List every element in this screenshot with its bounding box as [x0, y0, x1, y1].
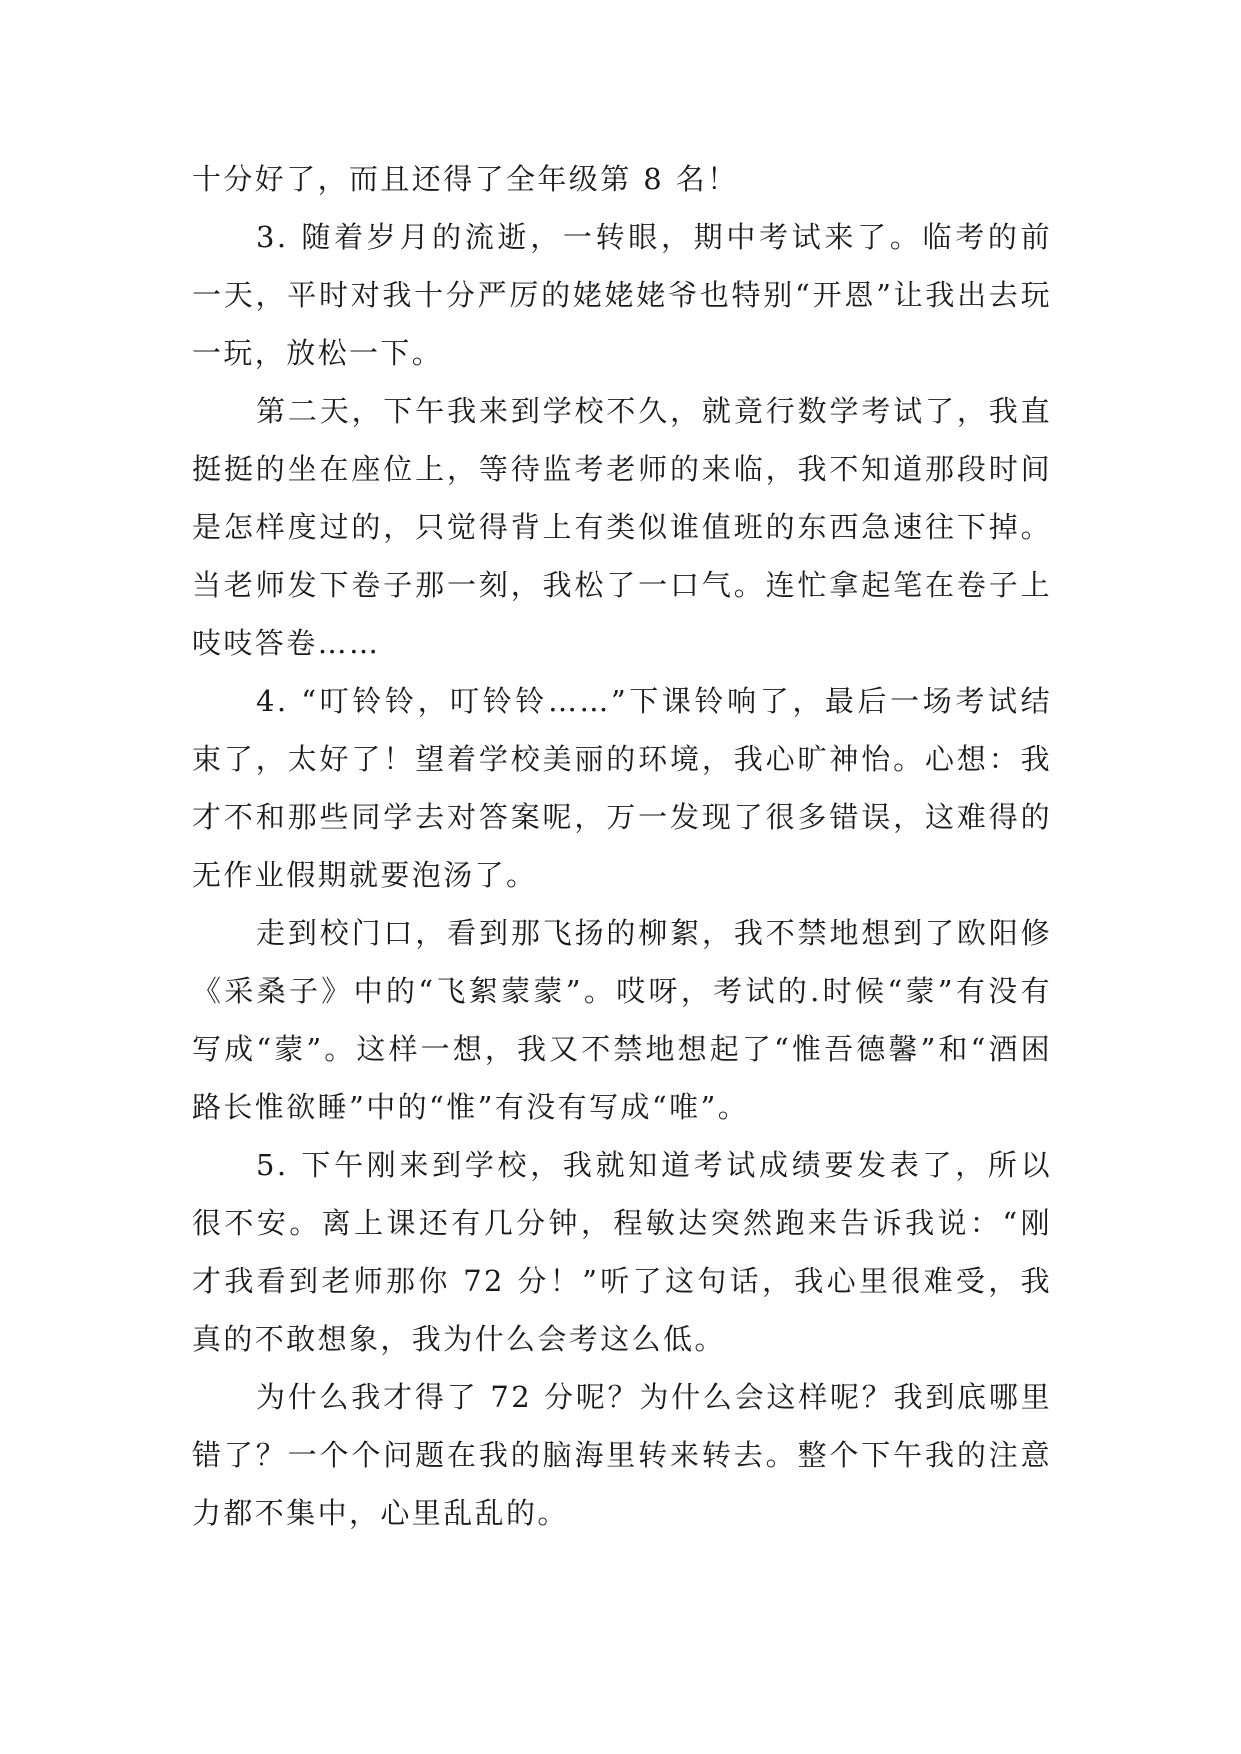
- paragraph-continuation: 十分好了，而且还得了全年级第 8 名！: [192, 162, 739, 196]
- paragraph-why-72: 为什么我才得了 72 分呢？为什么会这样呢？我到底哪里错了？一个个问题在我的脑海里转来转去。整个下午我的注意力都不集中，心里乱乱的。: [192, 1380, 1052, 1530]
- paragraph-second-day: 第二天，下午我来到学校不久，就竟行数学考试了，我直挺挺的坐在座位上，等待监考老师的来临，我不知道那段时间是怎样度过的，只觉得背上有类似谁值班的东西急速往下掉。当老师发下卷子那一刻，我松了一口气。连忙拿起笔在卷子上吱吱答卷……: [192, 394, 1052, 660]
- paragraph-3: 3. 随着岁月的流逝，一转眼，期中考试来了。临考的前一天，平时对我十分严厉的姥姥姥爷也特别“开恩”让我出去玩一玩，放松一下。: [192, 220, 1052, 370]
- paragraph-4: 4. “叮铃铃，叮铃铃……”下课铃响了，最后一场考试结束了，太好了！望着学校美丽的环境，我心旷神怡。心想：我才不和那些同学去对答案呢，万一发现了很多错误，这难得的无作业假期就要泡汤了。: [192, 684, 1052, 892]
- paragraph-5: 5. 下午刚来到学校，我就知道考试成绩要发表了，所以很不安。离上课还有几分钟，程敏达突然跑来告诉我说：“刚才我看到老师那你 72 分！”听了这句话，我心里很难受，我真的不敢想象，我为什么会考这么低。: [192, 1148, 1052, 1356]
- essay-body: [192, 150, 1052, 1542]
- paragraph-school-gate: 走到校门口，看到那飞扬的柳絮，我不禁地想到了欧阳修《采桑子》中的“飞絮蒙蒙”。哎呀，考试的.时候“蒙”有没有写成“蒙”。这样一想，我又不禁地想起了“惟吾德馨”和“酒困路长惟欲睡”中的“惟”有没有写成“唯”。: [192, 916, 1052, 1124]
